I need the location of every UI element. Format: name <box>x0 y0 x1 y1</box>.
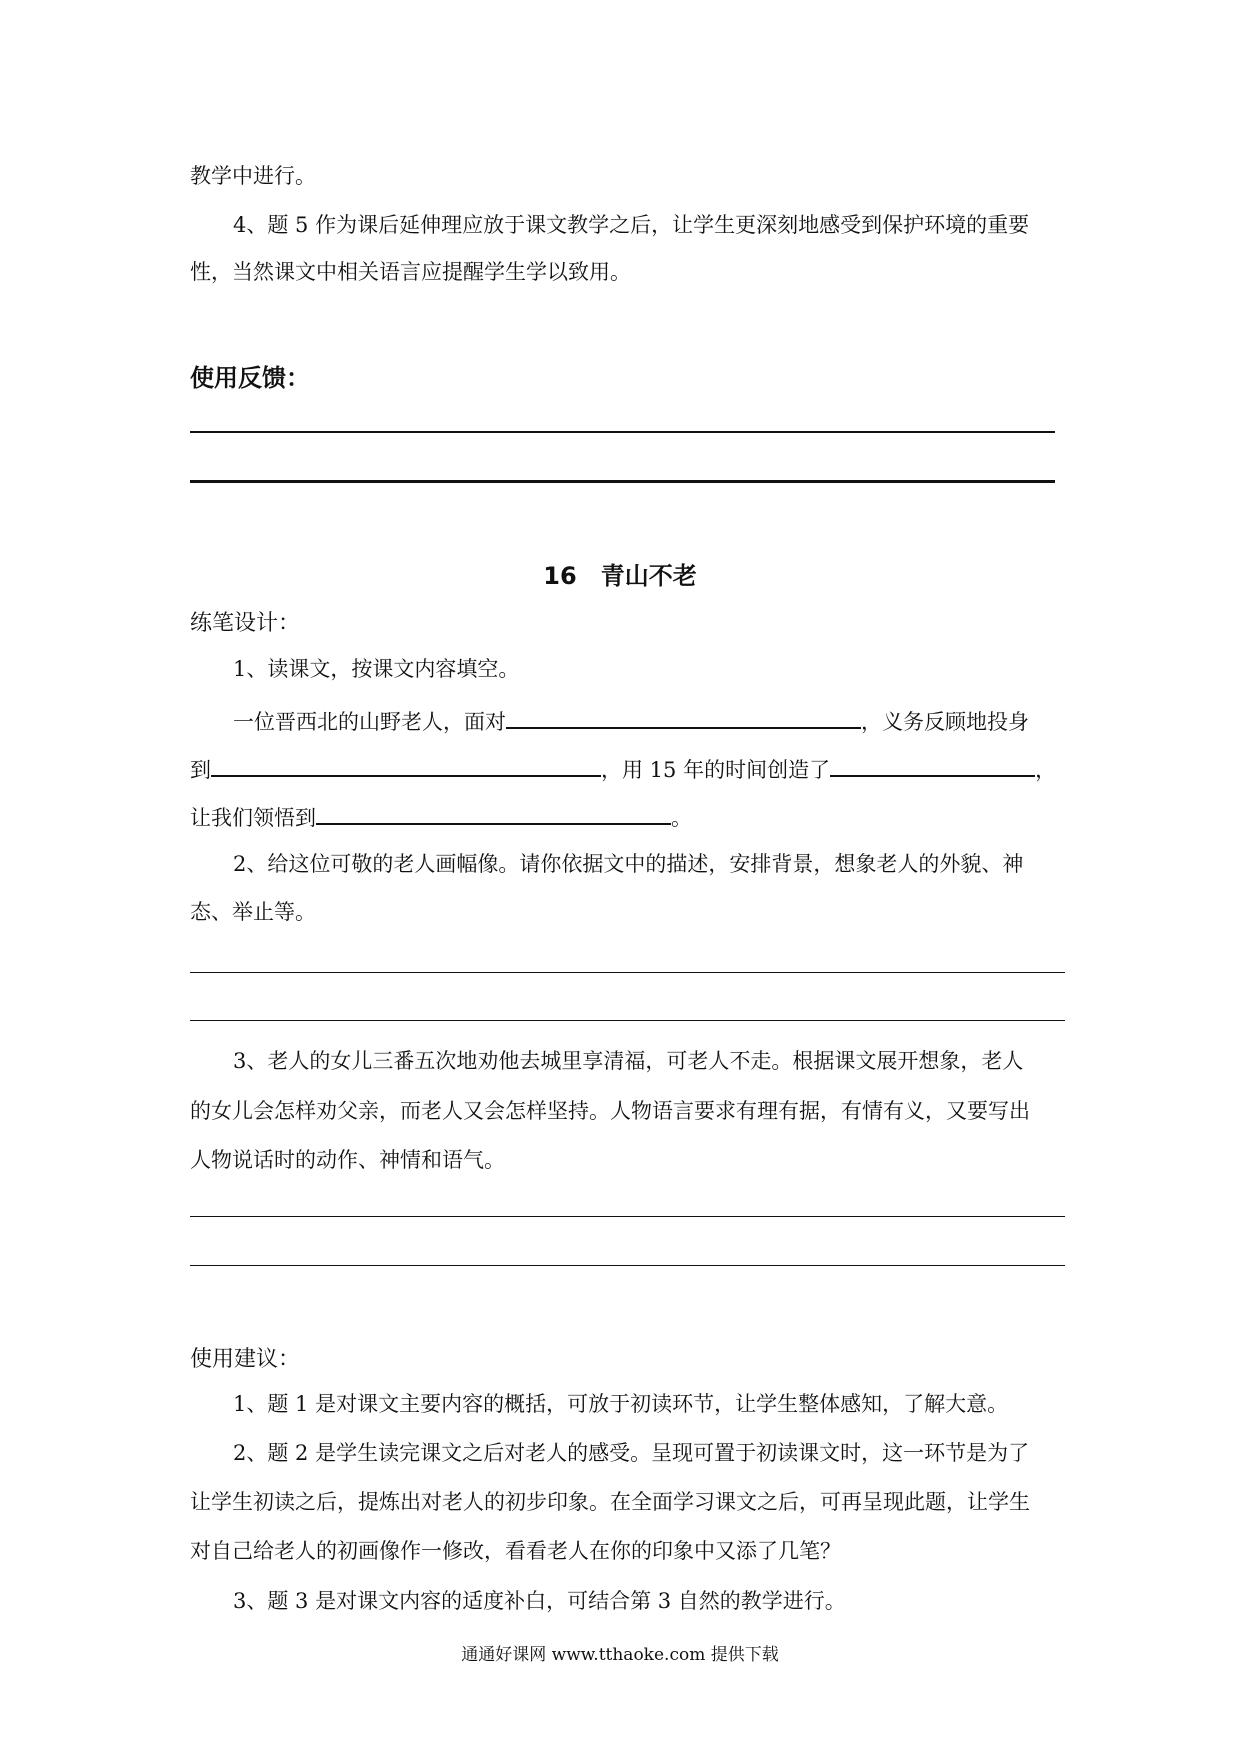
q1-text-c: 到 <box>190 758 211 782</box>
answer-line-q3-2[interactable] <box>190 1265 1065 1266</box>
paragraph-continuation: 教学中进行。 <box>190 164 316 188</box>
suggestion-2-line-3: 对自己给老人的初画像作一修改，看看老人在你的印象中又添了几笔？ <box>190 1539 841 1563</box>
answer-line-q2-1[interactable] <box>190 972 1065 973</box>
suggestion-2-line-1: 2、题 2 是学生读完课文之后对老人的感受。呈现可置于初读课文时，这一环节是为了 <box>233 1441 1030 1465</box>
question-1-line-1 <box>190 705 1060 736</box>
page-footer: 通通好课网 www.tthaoke.com 提供下载 <box>461 1645 779 1665</box>
suggestion-2-line-2: 让学生初读之后，提炼出对老人的初步印象。在全面学习课文之后，可再呈现此题，让学生 <box>190 1490 1030 1514</box>
answer-line-q2-2[interactable] <box>190 1020 1065 1021</box>
blank-2[interactable] <box>211 753 601 777</box>
suggestions-heading: 使用建议： <box>190 1347 301 1372</box>
practice-heading: 练笔设计： <box>190 611 301 636</box>
item-4-line-2: 性，当然课文中相关语言应提醒学生学以致用。 <box>190 260 631 284</box>
q1-text-e: ， <box>1035 758 1057 782</box>
lesson-title: 16 青山不老 <box>543 562 697 590</box>
item-4-line-1: 4、题 5 作为课后延伸理应放于课文教学之后，让学生更深刻地感受到保护环境的重要 <box>233 213 1030 237</box>
question-2-line-1: 2、给这位可敬的老人画幅像。请你依据文中的描述，安排背景，想象老人的外貌、神 <box>233 852 1024 876</box>
suggestion-3: 3、题 3 是对课文内容的适度补白，可结合第 3 自然的教学进行。 <box>233 1589 846 1613</box>
q1-text-g: 。 <box>671 806 692 830</box>
q1-text-b: ，义务反顾地投身 <box>861 710 1029 734</box>
feedback-line-1[interactable] <box>190 431 1055 433</box>
blank-4[interactable] <box>316 801 671 825</box>
question-1: 1、读课文，按课文内容填空。 <box>233 657 520 681</box>
question-3-line-2: 的女儿会怎样劝父亲，而老人又会怎样坚持。人物语言要求有理有据，有情有义，又要写出 <box>190 1099 1030 1123</box>
question-3-line-3: 人物说话时的动作、神情和语气。 <box>190 1148 505 1172</box>
blank-1[interactable] <box>506 705 861 729</box>
question-2-line-2: 态、举止等。 <box>190 900 316 924</box>
q1-text-f: 让我们领悟到 <box>190 806 316 830</box>
suggestion-1: 1、题 1 是对课文主要内容的概括，可放于初读环节，让学生整体感知，了解大意。 <box>233 1392 1009 1416</box>
question-3-line-1: 3、老人的女儿三番五次地劝他去城里享清福，可老人不走。根据课文展开想象，老人 <box>233 1049 1024 1073</box>
question-1-line-3 <box>190 801 1060 832</box>
q1-text-a: 一位晋西北的山野老人，面对 <box>233 710 506 734</box>
question-1-line-2 <box>190 753 1060 784</box>
blank-3[interactable] <box>830 753 1035 777</box>
feedback-line-2[interactable] <box>190 480 1055 483</box>
feedback-heading: 使用反馈： <box>190 364 310 392</box>
answer-line-q3-1[interactable] <box>190 1216 1065 1217</box>
q1-text-d: ，用 15 年的时间创造了 <box>601 758 831 782</box>
